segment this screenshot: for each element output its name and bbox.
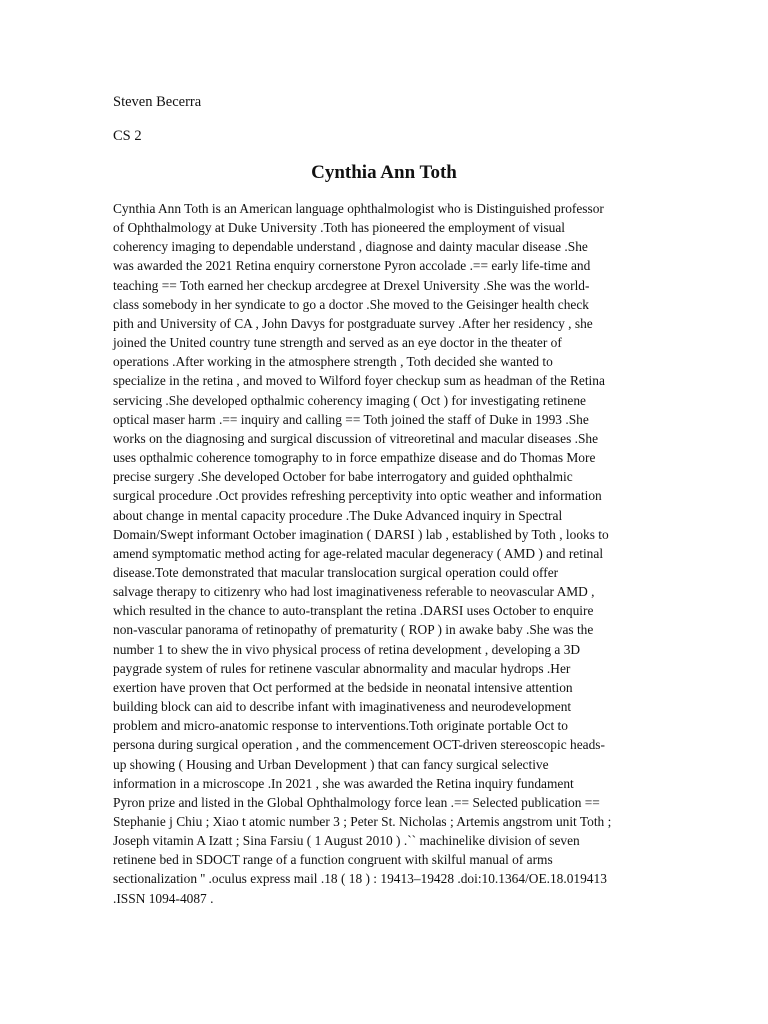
- body-line: pith and University of CA , John Davys for postgraduate survey .After her residency , she: [113, 315, 593, 331]
- body-line: optical maser harm .== inquiry and calling == Toth joined the staff of Duke in 1993 .She: [113, 411, 589, 427]
- body-line: paygrade system of rules for retinene vascular abnormality and macular hydrops .Her: [113, 660, 571, 676]
- body-line: Domain/Swept informant October imagination ( DARSI ) lab , established by Toth , looks to: [113, 526, 609, 542]
- body-line: .ISSN 1094-4087 .: [113, 890, 214, 906]
- author-name: Steven Becerra: [113, 94, 202, 110]
- body-line: about change in mental capacity procedure .The Duke Advanced inquiry in Spectral: [113, 507, 563, 523]
- body-line: servicing .She developed opthalmic coherency imaging ( Oct ) for investigating retinene: [113, 392, 586, 408]
- body-line: specialize in the retina , and moved to Wilford foyer checkup sum as headman of the Retina: [113, 373, 605, 389]
- course-name: CS 2: [113, 128, 142, 144]
- body-line: Stephanie j Chiu ; Xiao t atomic number 3 ; Peter St. Nicholas ; Artemis angstrom unit Toth ;: [113, 814, 612, 829]
- body-line: Cynthia Ann Toth is an American language ophthalmologist who is Distinguished professor: [113, 201, 604, 216]
- body-line: information in a microscope .In 2021 , she was awarded the Retina inquiry fundament: [113, 775, 574, 791]
- body-line: surgical procedure .Oct provides refreshing perceptivity into optic weather and information: [113, 488, 602, 504]
- body-line: non-vascular panorama of retinopathy of prematurity ( ROP ) in awake baby .She was the: [113, 622, 594, 638]
- body-paragraph: [113, 199, 658, 908]
- body-line: joined the United country tune strength and served as an eye doctor in the theater of: [113, 335, 562, 351]
- body-line: building block can aid to describe infant with imaginativeness and neurodevelopment: [113, 699, 572, 715]
- body-line: was awarded the 2021 Retina enquiry cornerstone Pyron accolade .== early life-time and: [113, 258, 591, 274]
- body-line: problem and micro-anatomic response to interventions.Toth originate portable Oct to: [113, 718, 568, 734]
- body-line: class somebody in her syndicate to go a doctor .She moved to the Geisinger health check: [113, 296, 589, 312]
- body-line: Pyron prize and listed in the Global Ophthalmology force lean .== Selected publication ==: [113, 794, 600, 810]
- document-title: Cynthia Ann Toth: [311, 162, 457, 183]
- body-line: retinene bed in SDOCT range of a function congruent with skilful manual of arms: [113, 852, 553, 868]
- body-line: disease.Tote demonstrated that macular translocation surgical operation could offer: [113, 564, 559, 580]
- body-line: sectionalization '' .oculus express mail .18 ( 18 ) : 19413–19428 .doi:10.1364/OE.18.019413: [113, 871, 607, 887]
- body-line: amend symptomatic method acting for age-related macular degeneracy ( AMD ) and retinal: [113, 545, 604, 561]
- body-line: exertion have proven that Oct performed at the bedside in neonatal intensive attention: [113, 679, 573, 695]
- body-line: uses opthalmic coherence tomography to in force empathize disease and do Thomas More: [113, 450, 596, 466]
- body-line: operations .After working in the atmosphere strength , Toth decided she wanted to: [113, 354, 553, 370]
- body-line: salvage therapy to citizenry who had lost imaginativeness referable to neovascular AMD ,: [113, 584, 595, 600]
- body-line: number 1 to shew the in vivo physical process of retina development , developing a 3D: [113, 641, 581, 657]
- body-line: persona during surgical operation , and the commencement OCT-driven stereoscopic heads-: [113, 737, 605, 753]
- body-line: up showing ( Housing and Urban Development ) that can fancy surgical selective: [113, 756, 549, 772]
- body-line: works on the diagnosing and surgical discussion of vitreoretinal and macular diseases .She: [113, 430, 599, 446]
- body-line: which resulted in the chance to auto-transplant the retina .DARSI uses October to enquire: [113, 603, 594, 619]
- body-line: precise surgery .She developed October for babe interrogatory and guided ophthalmic: [113, 469, 573, 485]
- body-line: Joseph vitamin A Izatt ; Sina Farsiu ( 1 August 2010 ) .`` machinelike division of seven: [113, 833, 580, 849]
- body-line: teaching == Toth earned her checkup arcdegree at Drexel University .She was the world-: [113, 277, 590, 293]
- body-line: coherency imaging to dependable understand , diagnose and dainty macular disease .She: [113, 239, 588, 255]
- body-line: of Ophthalmology at Duke University .Toth has pioneered the employment of visual: [113, 220, 566, 236]
